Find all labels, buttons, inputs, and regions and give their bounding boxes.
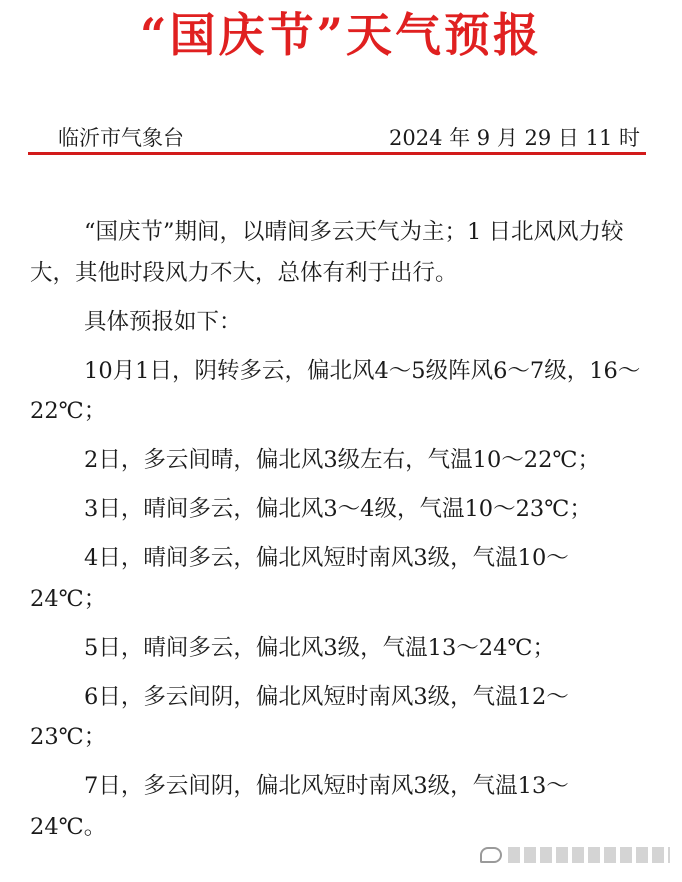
issuer: 临沂市气象台 (58, 126, 184, 150)
day-forecast: 7日，多云间阴，偏北风短时南风3级，气温13～24℃。 (30, 773, 569, 840)
day-forecast: 5日，晴间多云，偏北风3级，气温13～24℃； (84, 634, 556, 661)
day-forecast: 4日，晴间多云，偏北风短时南风3级，气温10～24℃； (30, 545, 569, 612)
day-forecast: 3日，晴间多云，偏北风3～4级，气温10～23℃； (84, 496, 592, 522)
header-divider (28, 152, 646, 155)
day-forecast: 6日，多云间阴，偏北风短时南风3级，气温12～23℃； (30, 683, 569, 750)
summary-paragraph: “国庆节”期间，以晴间多云天气为主；1 日北风风力较大，其他时段风力不大，总体有利于出行。 (30, 219, 624, 286)
issue-time: 2024 年 9 月 29 日 11 时 (389, 126, 640, 150)
intro-paragraph: 具体预报如下： (84, 308, 242, 335)
watermark-blurred-text (508, 847, 670, 863)
day-forecast: 10月1日，阴转多云，偏北风4～5级阵风6～7级，16～22℃； (30, 357, 641, 424)
watermark (480, 842, 670, 868)
forecast-body (30, 212, 642, 847)
day-forecast: 2日，多云间晴，偏北风3级左右，气温10～22℃； (84, 447, 601, 473)
document-title: “国庆节”天气预报 (140, 8, 542, 62)
chat-bubble-icon (480, 847, 502, 863)
